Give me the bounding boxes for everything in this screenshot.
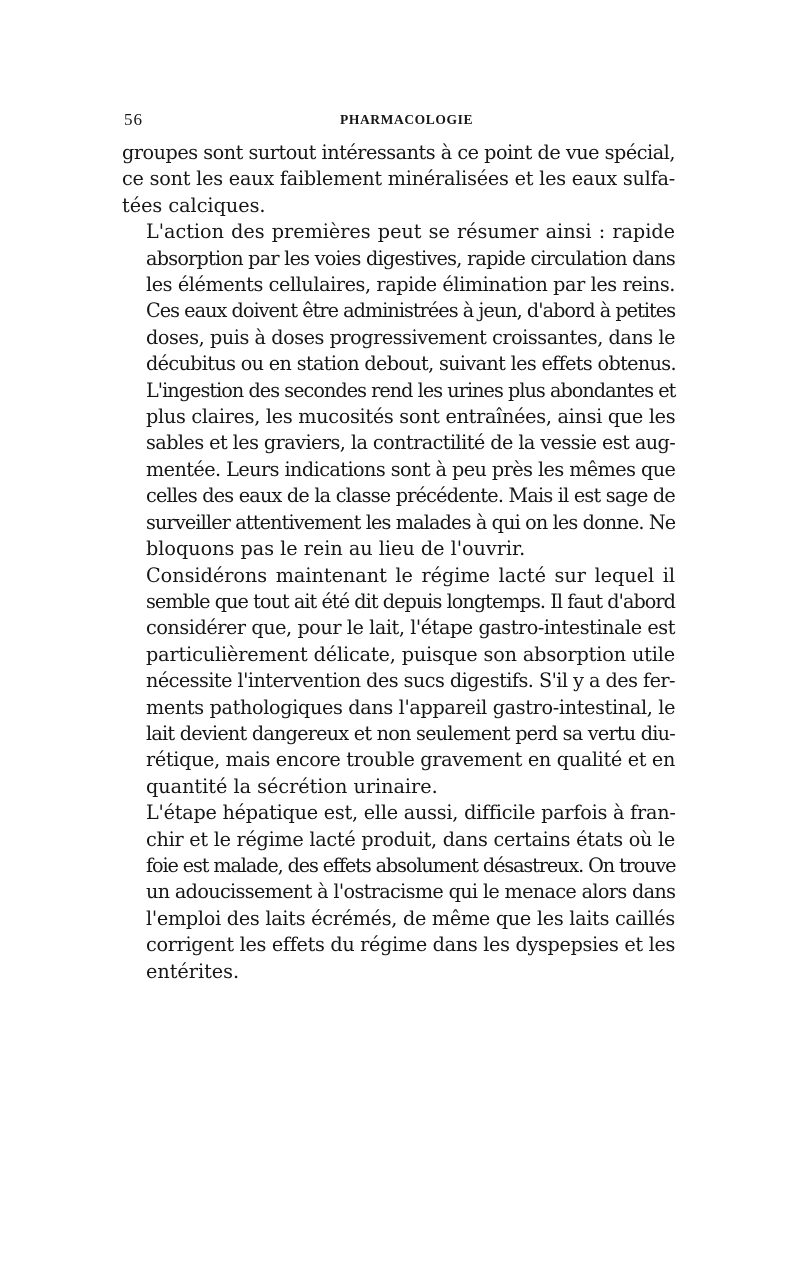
text-line: décubitus ou en station debout, suivant les effets obtenus.: [146, 352, 676, 376]
text-line: L'action des premières peut se résumer ainsi : rapide: [146, 220, 675, 244]
text-line: un adoucissement à l'ostracisme qui le menace alors dans: [146, 880, 676, 904]
text-line: ments pathologiques dans l'appareil gastro-intestinal, le: [146, 695, 676, 719]
text-line: ce sont les eaux faiblement minéralisées et les eaux sulfa-: [122, 167, 675, 191]
text-line: L'ingestion des secondes rend les urines plus abondantes et: [146, 378, 676, 402]
text-line: rétique, mais encore trouble gravement en qualité et en: [146, 748, 675, 772]
text-line: les éléments cellulaires, rapide élimination par les reins.: [146, 273, 675, 297]
text-line: nécessite l'intervention des sucs digestifs. S'il y a des fer-: [146, 669, 675, 693]
text-line: semble que tout ait été dit depuis longtemps. Il faut d'abord: [146, 589, 676, 613]
running-head: [122, 110, 675, 136]
text-line: considérer que, pour le lait, l'étape gastro-intestinale est: [146, 616, 675, 640]
running-title: PHARMACOLOGIE: [340, 112, 474, 127]
paragraph: [122, 219, 675, 562]
text-line: plus claires, les mucosités sont entraînées, ainsi que les: [146, 405, 676, 429]
text-line: lait devient dangereux et non seulement perd sa vertu diu-: [146, 721, 675, 745]
text-line: corrigent les effets du régime dans les dyspepsies et les: [146, 933, 676, 957]
text-line: mentée. Leurs indications sont à peu près les mêmes que: [146, 457, 676, 481]
text-line: tées calciques.: [122, 193, 266, 217]
paragraph: [122, 563, 675, 801]
text-line: entérites.: [146, 959, 240, 983]
text-line: Ces eaux doivent être administrées à jeun, d'abord à petites: [146, 299, 676, 323]
text-line: quantité la sécrétion urinaire.: [146, 774, 438, 798]
paragraph: [122, 140, 675, 219]
paragraph: [122, 800, 675, 985]
book-page: [122, 110, 675, 985]
text-line: absorption par les voies digestives, rapide circulation dans: [146, 246, 675, 270]
text-line: chir et le régime lacté produit, dans certains états où le: [146, 827, 675, 851]
text-line: sables et les graviers, la contractilité de la vessie est aug-: [146, 431, 676, 455]
text-line: doses, puis à doses progressivement croissantes, dans le: [146, 325, 675, 349]
text-line: surveiller attentivement les malades à qui on les donne. Ne: [146, 510, 676, 534]
text-line: particulièrement délicate, puisque son absorption utile: [146, 642, 675, 666]
text-line: Considérons maintenant le régime lacté sur lequel il: [146, 563, 675, 587]
text-line: bloquons pas le rein au lieu de l'ouvrir.: [146, 537, 526, 561]
text-line: l'emploi des laits écrémés, de même que les laits caillés: [146, 906, 675, 930]
page-number: 56: [124, 110, 143, 129]
text-line: foie est malade, des effets absolument désastreux. On trouve: [146, 853, 676, 877]
body-text: [122, 140, 675, 985]
text-line: celles des eaux de la classe précédente. Mais il est sage de: [146, 484, 675, 508]
text-line: L'étape hépatique est, elle aussi, difficile parfois à fran-: [146, 801, 676, 825]
text-line: groupes sont surtout intéressants à ce point de vue spécial,: [122, 141, 675, 164]
